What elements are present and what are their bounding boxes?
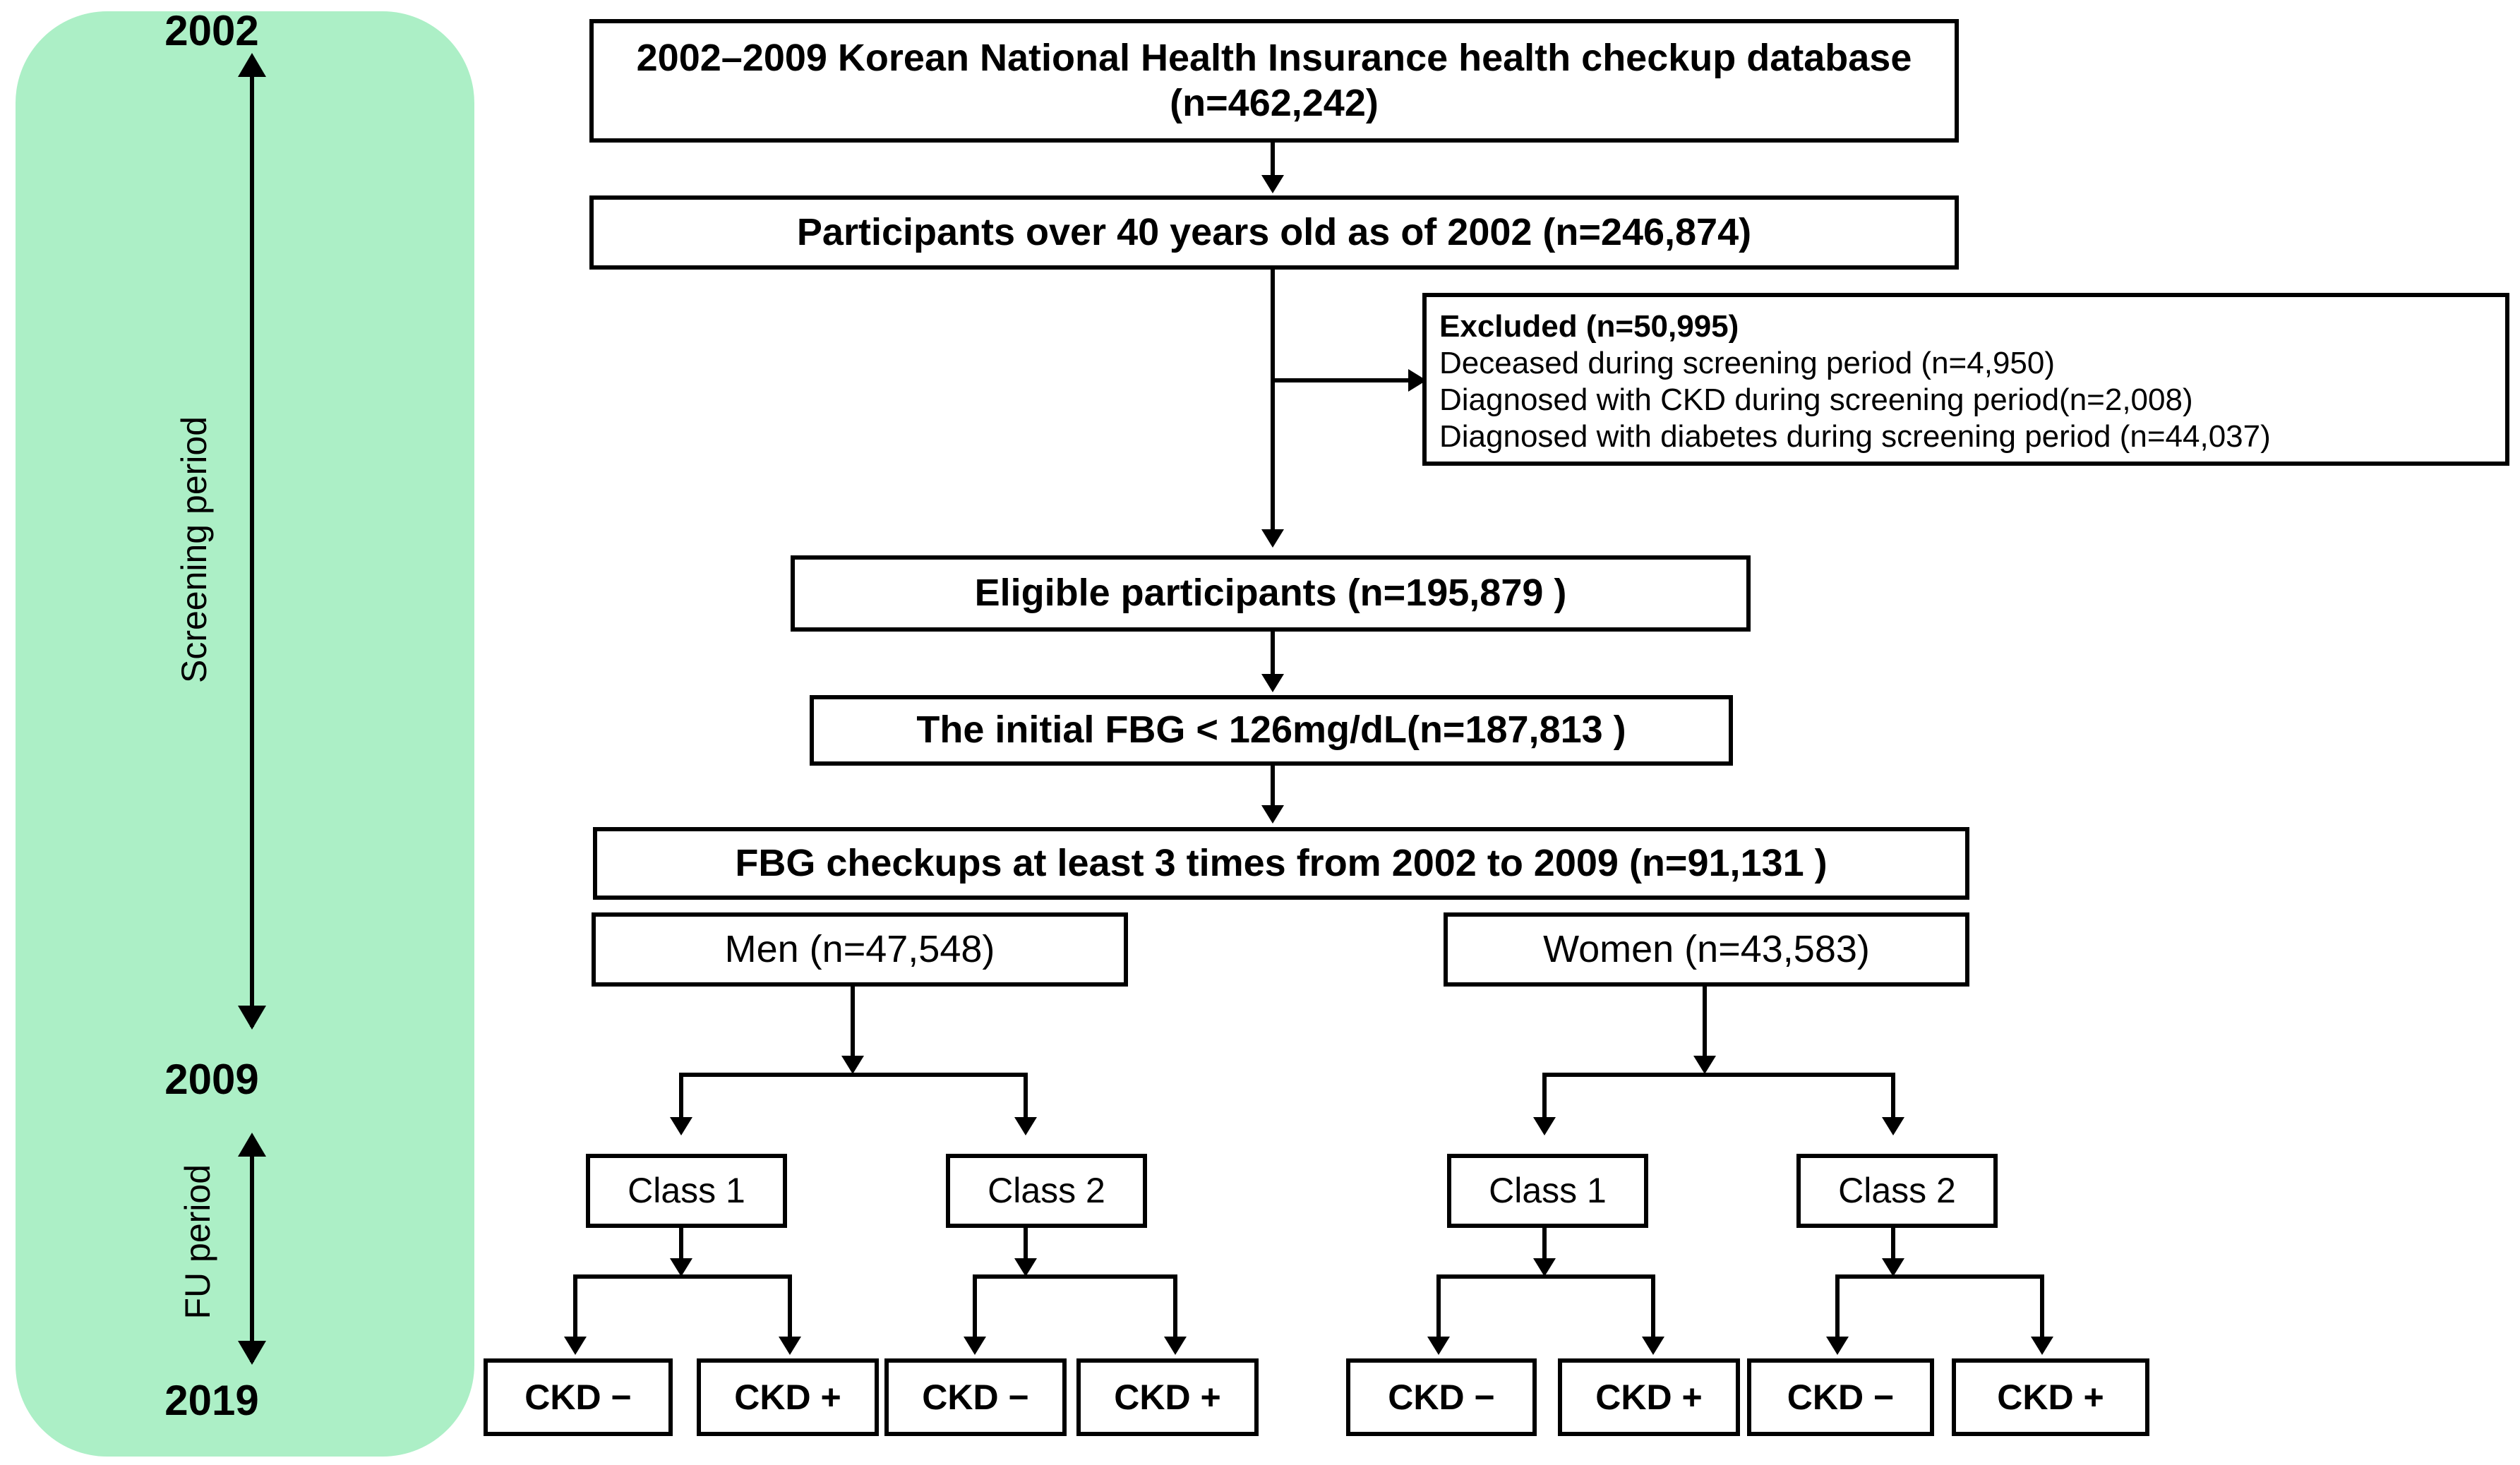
arrow-men-class2-icon [1014, 1117, 1037, 1135]
men-class1-ckd-neg-label: CKD − [524, 1377, 632, 1417]
women-class2-label: Class 2 [1838, 1171, 1956, 1210]
women-class2-ckd-pos-label: CKD + [1997, 1377, 2104, 1417]
eligible-participants-box [791, 555, 1751, 632]
connector-women-class1-down [1542, 1228, 1547, 1260]
women-class2-ckd-neg-box [1747, 1358, 1934, 1436]
connector-women-c2-pos [2040, 1274, 2044, 1338]
arrow-women-down-icon [1693, 1056, 1716, 1074]
arrow-men-class1-icon [670, 1117, 692, 1135]
participants-box [589, 195, 1959, 270]
arrow-db-to-participants-icon [1261, 175, 1284, 193]
connector-women-class2-down [1891, 1228, 1895, 1260]
women-class1-ckd-pos-label: CKD + [1595, 1377, 1703, 1417]
screening-arrow-down-icon [238, 1006, 266, 1030]
screening-arrow-shaft [250, 74, 254, 1027]
timeline-year-2009: 2009 [164, 1056, 259, 1103]
arrow-men-c1-neg-icon [564, 1337, 587, 1355]
connector-women-c1-pos [1651, 1274, 1655, 1338]
excluded-title: Excluded (n=50,995) [1439, 309, 1739, 344]
database-box [589, 19, 1959, 143]
women-class2-ckd-pos-box [1952, 1358, 2149, 1436]
men-box [592, 912, 1128, 987]
timeline-panel [16, 7, 474, 1457]
screening-period-label: Screening period [174, 416, 214, 684]
eligible-participants-label: Eligible participants (n=195,879 ) [974, 572, 1567, 615]
excluded-reason-3: Diagnosed with diabetes during screening period (n=44,037) [1439, 418, 2271, 454]
men-class2-ckd-pos-box [1076, 1358, 1259, 1436]
arrow-women-c1-pos-icon [1642, 1337, 1664, 1355]
arrow-participants-to-eligible-icon [1261, 529, 1284, 548]
connector-men-class2-drop [1024, 1073, 1028, 1119]
arrow-eligible-to-fbg-icon [1261, 674, 1284, 692]
connector-men-c1-neg [573, 1274, 577, 1338]
participants-box-label: Participants over 40 years old as of 2002 (n=246,874) [796, 210, 1752, 253]
men-class1-box [586, 1154, 787, 1228]
initial-fbg-box [810, 695, 1733, 766]
women-class1-box [1447, 1154, 1648, 1228]
men-class1-label: Class 1 [628, 1171, 745, 1210]
connector-participants-trunk [1271, 270, 1275, 531]
arrow-men-down-icon [841, 1056, 864, 1074]
men-class1-ckd-pos-box [697, 1358, 879, 1436]
connector-women-class1-drop [1542, 1073, 1547, 1119]
timeline-year-2002: 2002 [164, 7, 259, 54]
men-class2-ckd-neg-label: CKD − [922, 1377, 1029, 1417]
excluded-box [1422, 293, 2509, 466]
men-class2-label: Class 2 [988, 1171, 1105, 1210]
arrow-women-class2-icon [1882, 1117, 1904, 1135]
arrow-women-class1-icon [1533, 1117, 1556, 1135]
excluded-reason-2: Diagnosed with CKD during screening period(n=2,008) [1439, 382, 2193, 417]
men-class2-ckd-neg-box [884, 1358, 1067, 1436]
connector-men-c1-pos [788, 1274, 792, 1338]
connector-men-c2-pos [1173, 1274, 1177, 1338]
women-class2-box [1796, 1154, 1998, 1228]
women-class2-ckd-neg-label: CKD − [1787, 1377, 1895, 1417]
connector-men-down [851, 987, 855, 1057]
men-class2-box [946, 1154, 1147, 1228]
connector-to-excluded [1271, 378, 1412, 382]
men-class1-ckd-pos-label: CKD + [734, 1377, 841, 1417]
arrow-women-c2-pos-icon [2031, 1337, 2053, 1355]
connector-men-split-bar [679, 1073, 1028, 1077]
connector-women-c2-neg [1835, 1274, 1840, 1338]
connector-women-down [1703, 987, 1707, 1057]
arrow-women-c1-neg-icon [1427, 1337, 1450, 1355]
women-class1-ckd-neg-box [1346, 1358, 1537, 1436]
women-box [1444, 912, 1969, 987]
women-box-label: Women (n=43,583) [1543, 927, 1870, 970]
connector-women-split-bar [1542, 1073, 1895, 1077]
connector-men-class1-drop [679, 1073, 683, 1119]
timeline-year-2019: 2019 [164, 1377, 259, 1424]
connector-women-class1-split-bar [1436, 1274, 1655, 1279]
arrow-men-c2-neg-icon [964, 1337, 986, 1355]
arrow-fbg-to-checkups-icon [1261, 805, 1284, 824]
fu-arrow-down-icon [238, 1341, 266, 1365]
arrow-women-c2-neg-icon [1826, 1337, 1849, 1355]
connector-men-class2-down [1024, 1228, 1028, 1260]
screening-arrow-up-icon [238, 53, 266, 77]
women-class1-ckd-neg-label: CKD − [1388, 1377, 1495, 1417]
men-box-label: Men (n=47,548) [724, 927, 995, 970]
connector-fbg-to-checkups [1271, 766, 1275, 807]
connector-men-class1-down [679, 1228, 683, 1260]
fu-period-label: FU period [178, 1164, 217, 1320]
fu-arrow-shaft [250, 1154, 254, 1362]
database-box-label: 2002–2009 Korean National Health Insurance health checkup database (n=462,242) [636, 36, 1912, 124]
arrow-men-c1-pos-icon [779, 1337, 801, 1355]
fbg-checkups-box [593, 827, 1969, 900]
connector-men-c2-neg [973, 1274, 977, 1338]
connector-women-class2-drop [1891, 1073, 1895, 1119]
connector-db-to-participants [1271, 143, 1275, 176]
connector-men-class1-split-bar [573, 1274, 792, 1279]
fbg-checkups-label: FBG checkups at least 3 times from 2002 to 2009 (n=91,131 ) [735, 841, 1828, 884]
initial-fbg-label: The initial FBG < 126mg/dL(n=187,813 ) [916, 709, 1626, 752]
fu-arrow-up-icon [238, 1133, 266, 1157]
arrow-men-c2-pos-icon [1164, 1337, 1187, 1355]
women-class1-ckd-pos-box [1558, 1358, 1740, 1436]
connector-eligible-to-fbg [1271, 632, 1275, 675]
connector-women-class2-split-bar [1835, 1274, 2044, 1279]
connector-women-c1-neg [1436, 1274, 1441, 1338]
men-class2-ckd-pos-label: CKD + [1114, 1377, 1221, 1417]
excluded-reason-1: Deceased during screening period (n=4,950) [1439, 345, 2056, 380]
men-class1-ckd-neg-box [484, 1358, 673, 1436]
connector-men-class2-split-bar [973, 1274, 1177, 1279]
women-class1-label: Class 1 [1489, 1171, 1607, 1210]
